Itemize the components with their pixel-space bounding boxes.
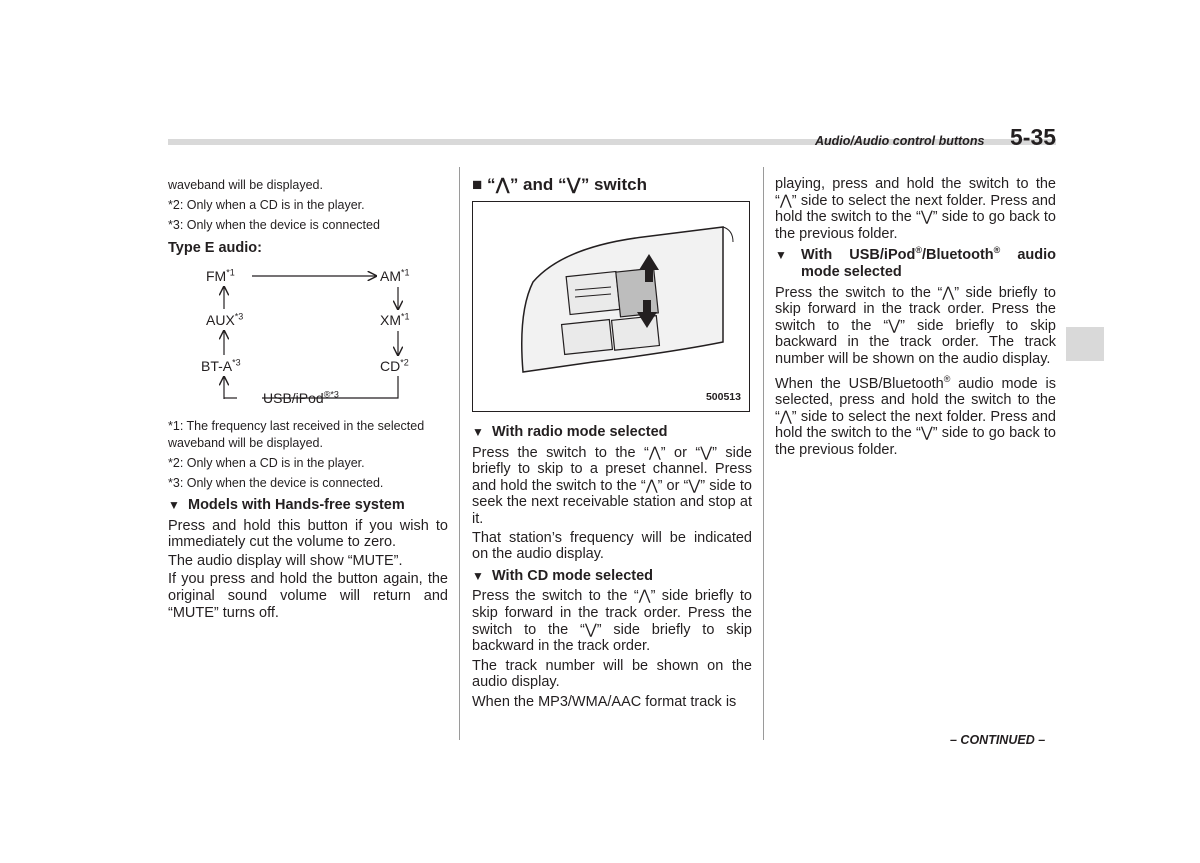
paragraph: The audio display will show “MUTE”. [168, 552, 403, 569]
down-triangle-icon: ▼ [168, 498, 180, 512]
up-chevron-icon: ⋀ [779, 192, 792, 209]
footnote-3: *3: Only when the device is connected. [168, 476, 384, 490]
footnote-line: *2: Only when a CD is in the player. [168, 198, 365, 212]
column-2 [472, 424, 752, 711]
paragraph: Press the switch to the “⋀” side briefly to skip forward in the track order. Press the switch to the “⋁” side briefly to skip backward in the track order. The track number will be shown on the audio display. [775, 284, 1056, 367]
up-chevron-icon: ⋀ [942, 284, 955, 301]
column-1 [168, 177, 448, 257]
footnote-line: *3: Only when the device is connected [168, 218, 380, 232]
subheading-hands-free: ▼ Models with Hands-free system [168, 497, 405, 513]
column-3 [775, 176, 1056, 459]
mode-aux: AUX$^{*3}$ [206, 311, 244, 328]
figure-code: 500513 [705, 391, 741, 403]
up-chevron-icon: ⋀ [648, 444, 661, 461]
paragraph: playing, press and hold the switch to the “⋀” side to select the next folder. Press and hold the switch to the “⋁” side to go back to the previous folder. [775, 176, 1056, 242]
chapter-tab [1066, 327, 1104, 361]
diagram-arrows [200, 265, 430, 410]
down-chevron-icon: ⋁ [920, 209, 933, 226]
subheading-radio-mode: ▼ With radio mode selected [472, 424, 668, 440]
paragraph: When the USB/Bluetooth® audio mode is selected, press and hold the switch to the “⋀” side to select the next folder. Press and hold the switch to the “⋁” side to go back to the previous folder. [775, 373, 1056, 458]
mode-cd: CD$^{*2}$ [380, 357, 409, 374]
footnote-1: *1: The frequency last received in the selected waveband will be displayed. [168, 419, 425, 450]
paragraph: Press and hold this button if you wish to immediately cut the volume to zero. [168, 517, 448, 551]
mode-bt-a: $BT-A^{*3}$ [201, 357, 241, 374]
mode-fm: FM$^{*1}$ [206, 267, 235, 284]
down-chevron-icon: ⋁ [888, 317, 901, 334]
subheading-cd-mode: ▼ With CD mode selected [472, 567, 654, 584]
up-chevron-icon: ⋀ [779, 408, 792, 425]
up-chevron-icon: ⋀ [638, 588, 651, 605]
down-chevron-icon: ⋁ [566, 175, 581, 194]
down-triangle-icon: ▼ [472, 568, 484, 583]
paragraph: That station’s frequency will be indicated on the audio display. [472, 529, 752, 563]
down-triangle-icon: ▼ [775, 248, 787, 263]
down-chevron-icon: ⋁ [584, 621, 597, 638]
section-title: Audio/Audio control buttons [815, 134, 985, 148]
paragraph: Press the switch to the “⋀” side briefly to skip forward in the track order. Press the switch to the “⋁” side briefly to skip backward in the track order. [472, 588, 752, 655]
subheading-type-e: Type E audio: [168, 240, 262, 256]
footnote-2: *2: Only when a CD is in the player. [168, 456, 365, 470]
steering-switch-figure [472, 201, 750, 412]
subheading-usb-bluetooth-mode: ▼ With USB/iPod®/Bluetooth® audio mode selected [775, 245, 1056, 280]
down-chevron-icon: ⋁ [920, 425, 933, 442]
footnote-line: waveband will be displayed. [168, 178, 323, 192]
mode-xm: XM$^{*1}$ [380, 311, 410, 328]
mode-cycle-diagram [200, 265, 430, 410]
continued-label: – CONTINUED – [950, 733, 1046, 747]
paragraph: If you press and hold the button again, the original sound volume will return and “MUTE” turns off. [168, 571, 448, 621]
mode-am: AM$^{*1}$ [380, 267, 410, 284]
down-chevron-icon: ⋁ [688, 477, 701, 494]
steering-switch-illustration [473, 202, 748, 410]
up-chevron-icon: ⋀ [645, 477, 658, 494]
paragraph: The track number will be shown on the audio display. [472, 657, 752, 691]
down-triangle-icon: ▼ [472, 425, 484, 439]
up-chevron-icon: ⋀ [495, 175, 510, 194]
paragraph: When the MP3/WMA/AAC format track is [472, 693, 737, 710]
section-heading: ■ “⋀” and “⋁” switch [472, 175, 647, 194]
mode-usb-ipod: USB/iPod$^{®*3}$ [263, 389, 339, 406]
column-divider [459, 167, 460, 740]
column-divider [763, 167, 764, 740]
paragraph: Press the switch to the “⋀” or “⋁” side briefly to skip to a preset channel. Press and hold the switch to the “⋀” or “⋁” side to seek the next receivable station and stop at it. [472, 444, 752, 527]
down-chevron-icon: ⋁ [700, 444, 713, 461]
page-number: 5-35 [1010, 124, 1057, 150]
column-1-lower [168, 418, 448, 621]
